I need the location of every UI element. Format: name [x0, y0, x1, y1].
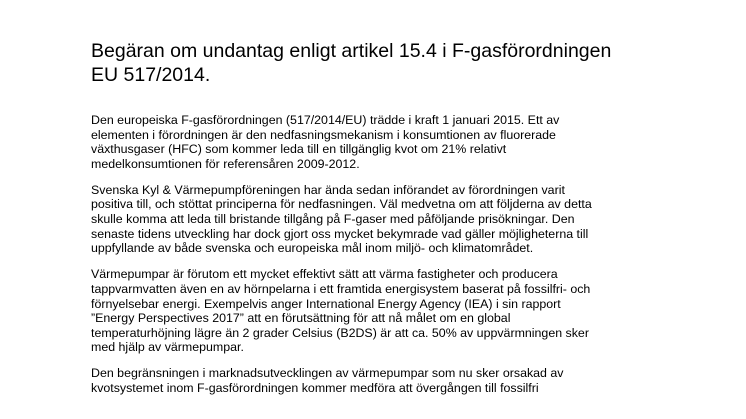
paragraph-2: Svenska Kyl & Värmepumpföreningen har ända sedan införandet av förordningen varit positiva till, och stöttat principerna för nedfasningen. Väl medvetna om att följderna av detta skulle komma att leda till bristande tillgång på F-gaser med påföljande prisökningar. Den senaste tidens utveckling har dock gjort oss mycket bekymrade vad gäller möjligheterna till uppfyllande av både svenska och europeiska mål inom miljö- och klimatområdet. — [91, 182, 592, 256]
paragraph-3: Värmepumpar är förutom ett mycket effektivt sätt att värma fastigheter och producera tappvarmvatten även en av hörnpelarna i ett framtida energisystem baserat på fossilfri- och förnyelsebar energi. Exempelvis anger International Energy Agency (IEA) i sin rapport ”Energy Perspectives 2017” att en förutsättning för att nå målet om en global temperaturhöjning lägre än 2 grader Celsius (B2DS) är att ca. 50% av uppvärmningen sker med hjälp av värmepumpar. — [91, 267, 591, 355]
document-body — [91, 113, 671, 407]
document-title: Begäran om undantag enligt artikel 15.4 i F-gasförordningen EU 517/2014. — [91, 40, 612, 86]
paragraph-1: Den europeiska F-gasförordningen (517/2014/EU) trädde i kraft 1 januari 2015. Ett av elementen i förordningen är den nedfasningsmekanism i konsumtionen av fluorerade växthusgaser (HFC) som kommer leda till en tillgänglig kvot om 21% relativt medelkonsumtionen för referensåren 2009-2012. — [91, 113, 560, 171]
paragraph-4: Den begränsningen i marknadsutvecklingen av värmepumpar som nu sker orsakad av kvotsystemet inom F-gasförordningen kommer medföra att övergången till fossilfri — [91, 366, 564, 395]
